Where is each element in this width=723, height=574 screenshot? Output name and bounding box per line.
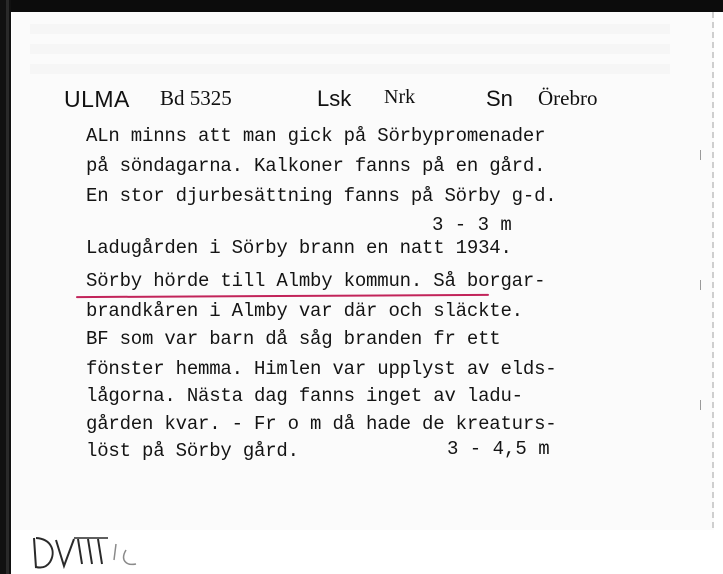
scan-top-border — [0, 0, 723, 12]
archive-name: ULMA — [64, 86, 130, 112]
text-line: lågorna. Nästa dag fanns inget av ladu- — [86, 385, 523, 407]
bleed-through-text — [30, 24, 670, 84]
volume-number: Bd 5325 — [160, 86, 232, 110]
edge-mark — [700, 280, 701, 290]
text-line: fönster hemma. Himlen var upplyst av elds- — [86, 358, 557, 380]
text-line: löst på Sörby gård. — [86, 440, 299, 462]
text-line: gården kvar. - Fr o m då hade de kreaturs- — [86, 413, 557, 435]
text-line: brandkåren i Almby var där och släckte. — [86, 300, 523, 322]
text-line: Ladugården i Sörby brann en natt 1934. — [86, 237, 512, 259]
text-line: En stor djurbesättning fanns på Sörby g-d. — [86, 185, 557, 207]
text-line: BF som var barn då såg branden fr ett — [86, 328, 501, 350]
text-line: ALn minns att man gick på Sörbypromenader — [86, 125, 546, 147]
handwritten-signature — [30, 530, 170, 572]
parish-value: Örebro — [538, 86, 598, 110]
edge-mark — [700, 150, 701, 160]
measurement-2: 3 - 4,5 m — [447, 438, 550, 460]
text-line: Sörby hörde till Almby kommun. Så borgar- — [86, 270, 546, 292]
parish-label: Sn — [486, 86, 513, 111]
measurement-1: 3 - 3 m — [432, 214, 512, 236]
district-label: Lsk — [317, 86, 352, 111]
text-line: på söndagarna. Kalkoner fanns på en gård. — [86, 155, 546, 177]
edge-mark — [700, 400, 701, 410]
district-value: Nrk — [384, 86, 416, 108]
card-header — [0, 86, 723, 118]
